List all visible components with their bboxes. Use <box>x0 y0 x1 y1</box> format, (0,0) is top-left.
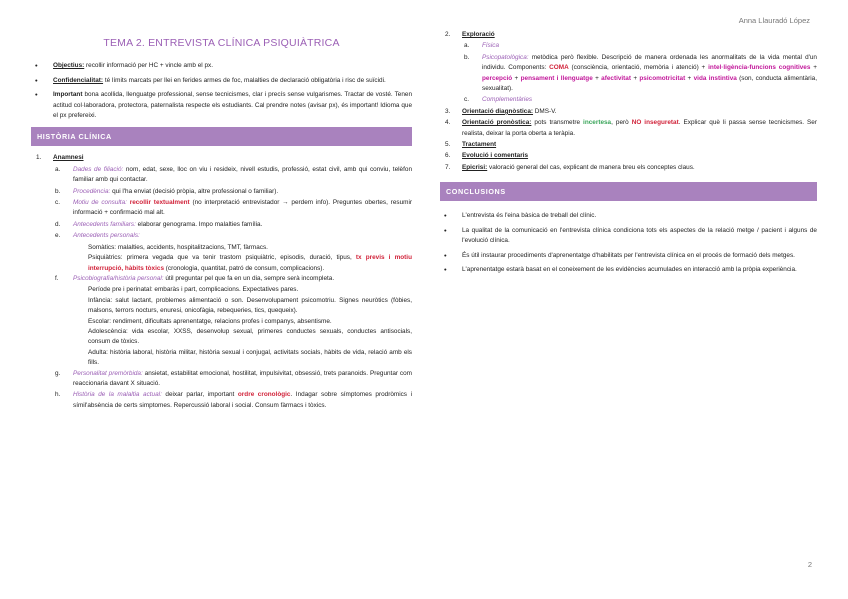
psicobiografia-line: Infància: salut lactant, problemes alimentació o son. Desenvolupament psicomotriu. Signes neuròtics (fòbies, malsons, terrors nocturs, enuresi, onicofàgia, rebequeries, tics, quequeix). <box>88 296 412 315</box>
conclusion-item: • L'aprenentatge estarà basat en el coneixement de les evidències acumulades en interacció amb la pròpia experiència. <box>440 265 817 275</box>
antecedents-psiquiatrics: Psiquiàtrics: primera vegada que va tenir trastorn psiquiàtric, episodis, duració, tipus, tx previs i motiu interrupció, hàbits tòxics (cronologia, quantitat, patró de consum, complicacions). <box>88 254 412 272</box>
sub-item-c: c. Motiu de consulta: recollir textualment (no interpretació entrevistador → perdem info). Preguntes obertes, resumir informació + confirmació mal alt. <box>55 199 412 217</box>
conclusion-item: • L'entrevista és l'eina bàsica de treball del clínic. <box>440 211 817 221</box>
list-item-orientacio-pronostica: 4. Orientació pronòstica: pots transmetre incertesa, però NO inseguretat. Explicar què li passa sense tecnicismes. Ser realista, deixar la porta oberta a teràpia. <box>445 119 817 137</box>
author-name: Anna Llauradó López <box>738 16 810 25</box>
list-item-orientacio-diagnostica: 3. Orientació diagnòstica: DMS-V. <box>445 107 557 115</box>
sub-item-complementaries: c. Complementàries <box>464 96 533 104</box>
list-item-exploracio: 2. Exploració <box>445 31 495 38</box>
section-heading-historia: HISTÒRIA CLÍNICA <box>31 127 412 146</box>
psicobiografia-line: Període pre i perinatal: embaràs i part, complicacions. Expectatives pares. <box>88 286 299 294</box>
antecedents-somatics: Somàtics: malalties, accidents, hospitalitzacions, TMT, fàrmacs. <box>88 243 268 251</box>
sub-item-f: f. Psicobiografia/història personal: útil preguntar pel que fa en un dia, sempre serà incompleta. <box>55 274 335 282</box>
sub-item-e: e. Antecedents personals: <box>55 232 140 240</box>
list-item-evolucio: 6. Evolució i comentaris <box>445 152 529 160</box>
conclusion-item: • La qualitat de la comunicació en l'entrevista clínica condiciona tots els aspectes de la relació metge / pacient i alguns de l'evolució clínica. <box>440 226 817 247</box>
sub-item-fisica: a. Física <box>464 42 500 50</box>
list-item-tractament: 5. Tractament <box>445 141 497 149</box>
psicobiografia-line: Escolar: rendiment, dificultats aprenentatge, relacions profes i companys, absentisme. <box>88 317 332 325</box>
page-number: 2 <box>807 560 812 569</box>
sub-item-b: b. Procedència: qui l'ha enviat (decisió pròpia, altre professional o familiar). <box>55 187 279 195</box>
sub-item-psicopatologica: b. Psicopatològica: metòdica però flexible. Descripció de manera ordenada les anormalitats de la vida mental d'un individu. Components: COMA (consciència, orientació, memòria i atenció) + intel·ligència-funcions cognitives + percepció + pensament i llenguatge + afectivitat + psicomotricitat + vida instintiva (son, conducta alimentària, sexualitat). <box>464 53 817 93</box>
intro-item-important: • Important bona acollida, llenguatge professional, sense tecnicismes, clar i precís sense vulgarismes. Tractar de vosté. Tenen actitud col·laboradora, protectora, paternalista respecte els estudiants. Cal prendre notes (avisar px), és important! Idioma que el px prefereixi. <box>31 90 412 121</box>
list-item-anamnesi: 1. Anamnesi <box>36 154 84 162</box>
sub-item-g: g. Personalitat premòrbida: ansietat, estabilitat emocional, hostilitat, impulsivitat, obsessió, trets paranoids. Preguntar com reaccionaria davant X situació. <box>55 369 412 387</box>
intro-item-objectius: • Objectius: recollir informació per HC + vincle amb el px. <box>31 61 412 71</box>
psicobiografia-line: Adolescència: vida escolar, XXSS, desenvolup sexual, primeres conductes sexuals, conductes antisocials, consum de tòxics. <box>88 327 412 346</box>
sub-item-a: a. Dades de filiació: nom, edat, sexe, lloc on viu i resideix, nivell estudis, professió, estat civil, amb qui conviu, telèfon familiar amb qui contactar. <box>55 165 412 184</box>
conclusion-item: • És útil instaurar procediments d'aprenentatge d'habilitats per l'entrevista clínica en el procés de formació dels metges. <box>440 251 817 261</box>
section-heading-conclusions: CONCLUSIONS <box>440 182 817 201</box>
right-column <box>440 30 817 279</box>
list-item-epicrisi: 7. Epicrisi: valoració general del cas, explicant de manera breu els conceptes claus. <box>445 163 695 171</box>
page-title: TEMA 2. ENTREVISTA CLÍNICA PSIQUIÀTRICA <box>103 37 340 49</box>
intro-item-confidencialitat: • Confidencialitat: té límits marcats per llei en ferides armes de foc, malalties de declaració obligatòria i risc de suïcidi. <box>31 76 412 86</box>
sub-item-h: h. Història de la malaltia actual: deixar parlar, important ordre cronològic. Indagar sobre símptomes prodròmics i símil'absència de certs simptomes. Repercussió laboral i social. Consum fàrmacs i tòxics. <box>55 391 412 409</box>
sub-item-d: d. Antecedents familiars: elaborar genograma. Impo malalties família. <box>55 220 263 228</box>
left-column <box>31 30 412 412</box>
psicobiografia-line: Adulta: història laboral, història militar, història sexual i conjugal, activitats socials, hàbits de vida, relació amb els fills. <box>88 348 412 367</box>
